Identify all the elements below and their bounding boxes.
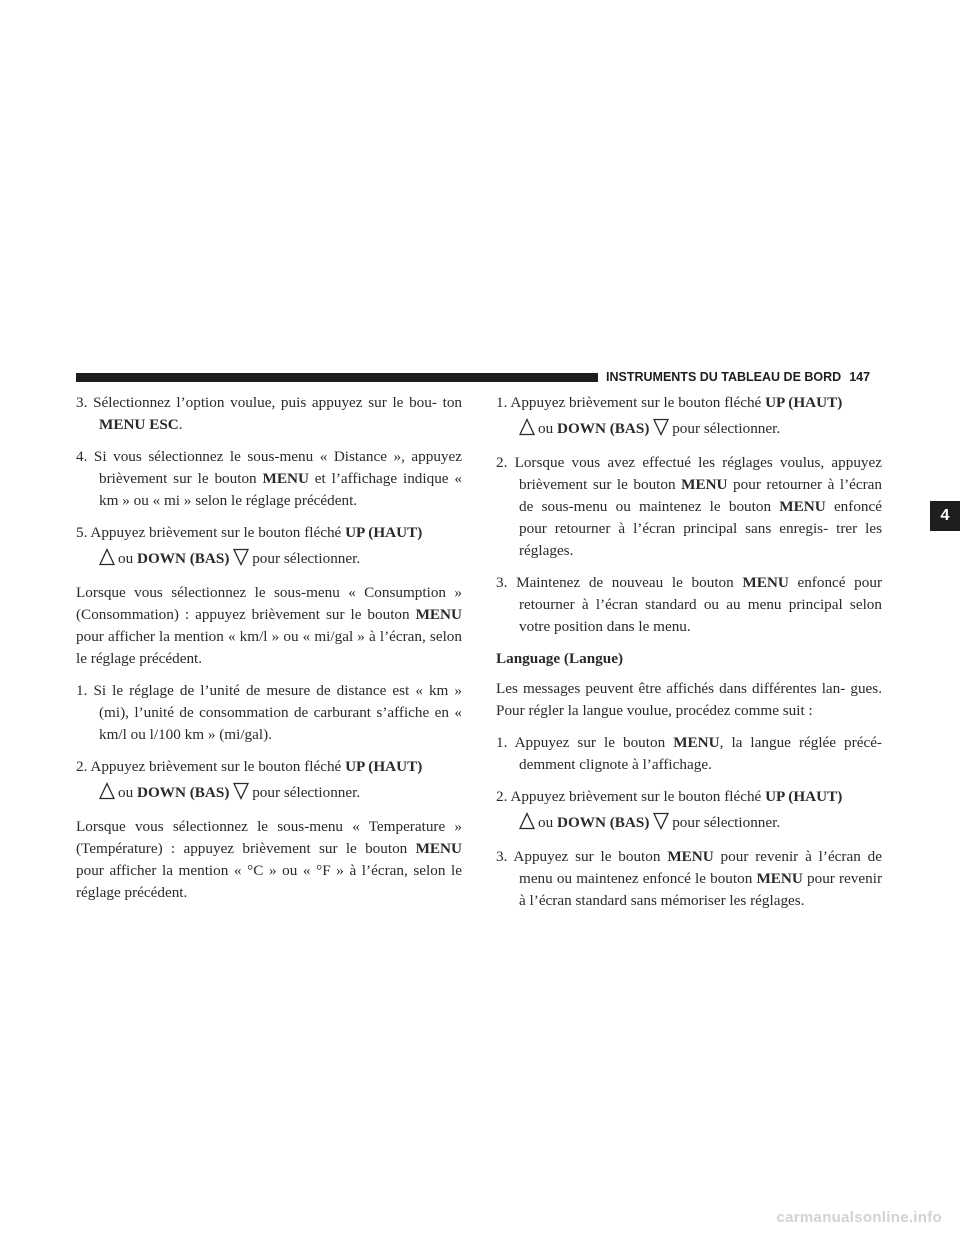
paragraph: Lorsque vous sélectionnez le sous-menu « Temperature » (Température) : appuyez brièvement sur le bouton MENU pour afficher la mention « °C » ou « °F » à l’écran, selon le réglage précédent.	[76, 818, 462, 901]
list-item: 2. Lorsque vous avez effectué les réglages voulus, appuyez brièvement sur le bouton MENU pour retourner à l’écran de sous-menu ou maintenez le bouton MENU enfoncé pour retourner à l’écran principal sans enregis- trer les réglages.	[496, 454, 883, 559]
list-item: 3. Appuyez sur le bouton MENU pour revenir à l’écran de menu ou maintenez enfoncé le bouton MENU pour revenir à l’écran standard sans mémoriser les réglages.	[496, 848, 883, 909]
list-item: 1. Appuyez brièvement sur le bouton fléché UP (HAUT) ou DOWN (BAS) pour sélectionner.	[496, 394, 843, 437]
down-triangle-icon	[233, 548, 249, 566]
down-triangle-icon	[653, 812, 669, 830]
list-item: 1. Appuyez sur le bouton MENU, la langue réglée précé- demment clignote à l’affichage.	[496, 734, 882, 773]
section-heading: Language (Langue)	[496, 650, 624, 667]
list-item: 3. Sélectionnez l’option voulue, puis appuyez sur le bou- ton MENU ESC.	[76, 394, 463, 433]
watermark: carmanualsonline.info	[776, 1209, 942, 1226]
page-number: 147	[849, 370, 871, 384]
up-triangle-icon	[99, 548, 115, 566]
down-triangle-icon	[233, 782, 249, 800]
list-item: 5. Appuyez brièvement sur le bouton fléché UP (HAUT) ou DOWN (BAS) pour sélectionner.	[76, 524, 423, 567]
header-rule	[76, 373, 598, 382]
down-triangle-icon	[653, 418, 669, 436]
list-item: 1. Si le réglage de l’unité de mesure de distance est « km » (mi), l’unité de consommation de carburant s’affiche en « km/l ou l/100 km » (mi/gal).	[76, 682, 463, 743]
up-triangle-icon	[99, 782, 115, 800]
up-triangle-icon	[519, 812, 535, 830]
left-column	[76, 392, 462, 914]
list-item: 2. Appuyez brièvement sur le bouton fléché UP (HAUT) ou DOWN (BAS) pour sélectionner.	[496, 788, 843, 831]
list-item: 3. Maintenez de nouveau le bouton MENU enfoncé pour retourner à l’écran standard ou au menu principal selon votre position dans le menu.	[496, 574, 883, 635]
running-header	[606, 368, 870, 386]
paragraph: Lorsque vous sélectionnez le sous-menu « Consumption » (Consommation) : appuyez brièvement sur le bouton MENU pour afficher la mention « km/l » ou « mi/gal » à l’écran, selon le réglage précédent.	[76, 584, 462, 667]
chapter-tab: 4	[930, 501, 960, 531]
right-column	[496, 392, 882, 922]
list-item: 2. Appuyez brièvement sur le bouton fléché UP (HAUT) ou DOWN (BAS) pour sélectionner.	[76, 758, 423, 801]
list-item: 4. Si vous sélectionnez le sous-menu « Distance », appuyez brièvement sur le bouton MENU et l’affichage indique « km » ou « mi » selon le réglage précédent.	[76, 448, 462, 509]
section-title: INSTRUMENTS DU TABLEAU DE BORD	[606, 370, 842, 384]
paragraph: Les messages peuvent être affichés dans différentes lan- gues. Pour régler la langue voulue, procédez comme suit :	[496, 680, 882, 719]
up-triangle-icon	[519, 418, 535, 436]
